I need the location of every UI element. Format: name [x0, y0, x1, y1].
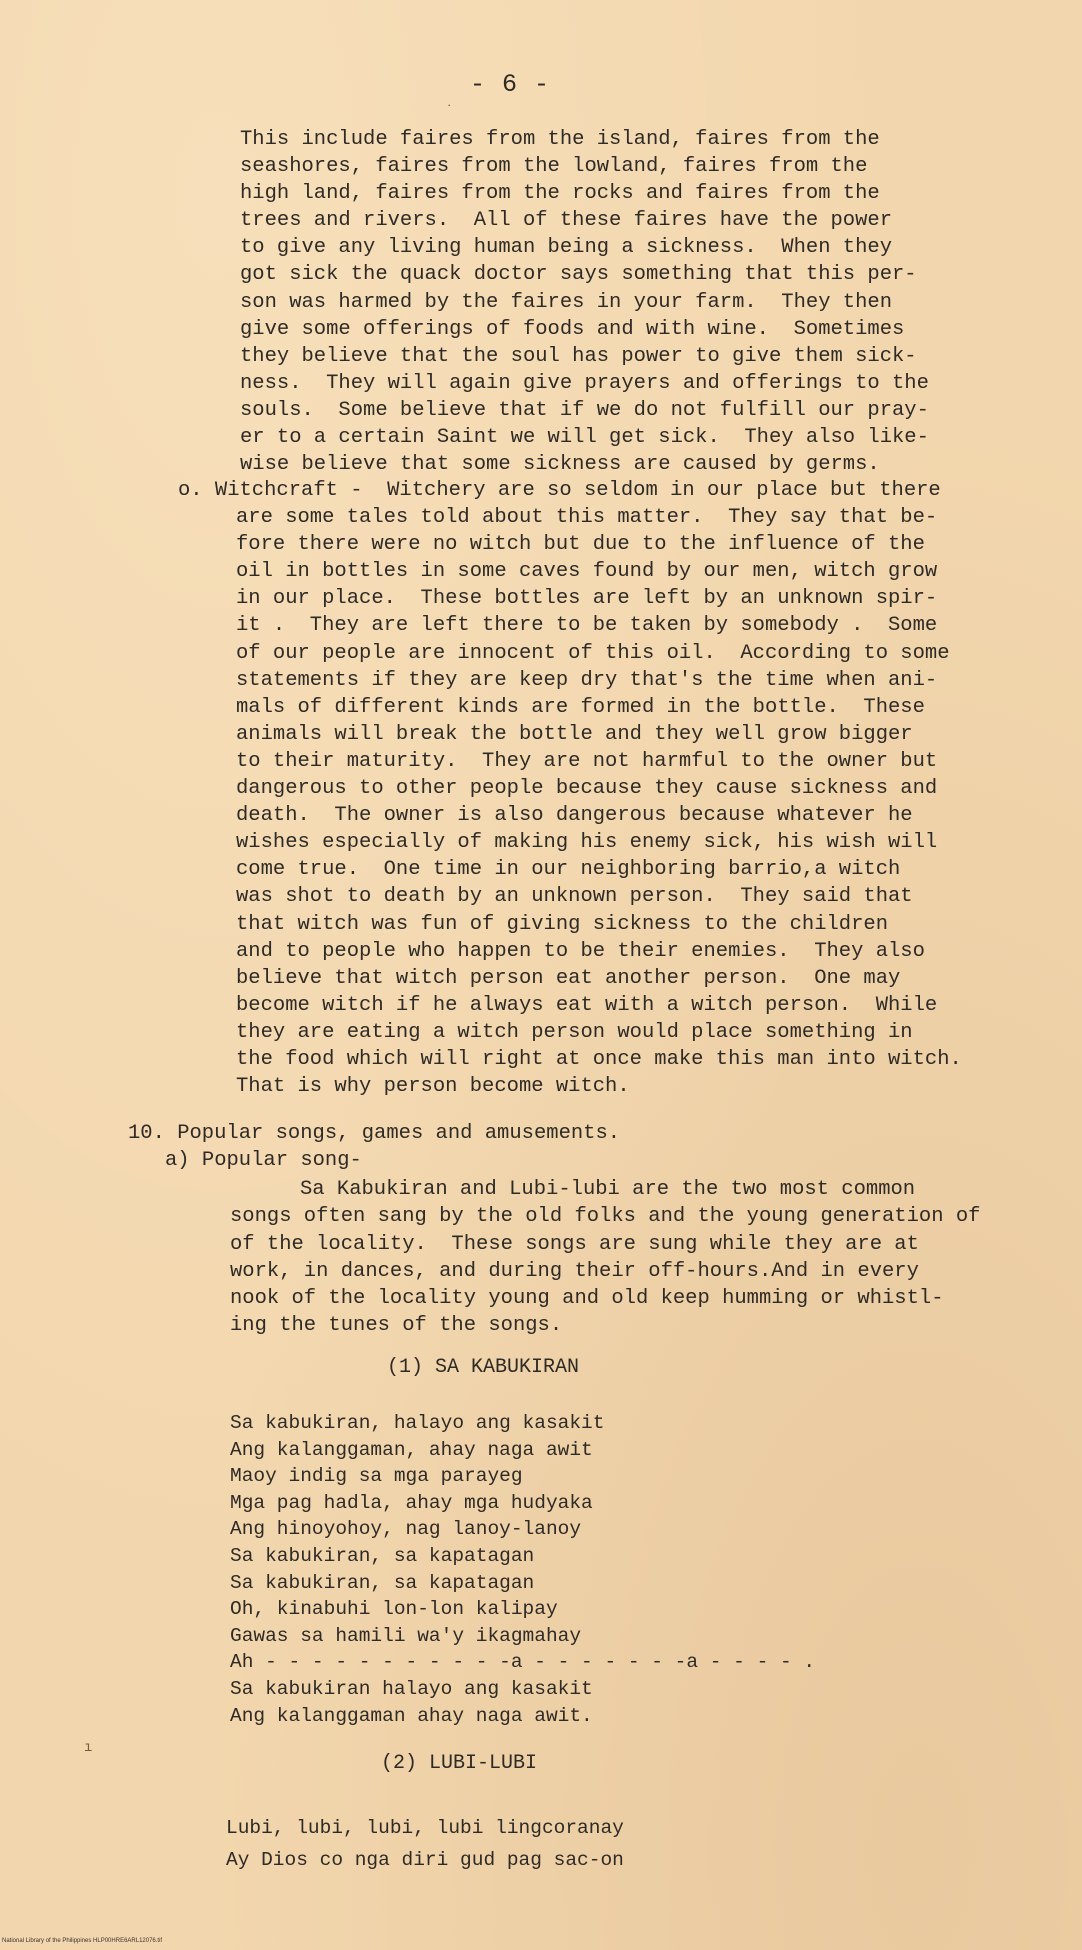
text-line: death. The owner is also dangerous because whatever he	[236, 804, 913, 828]
lyric-line: Oh, kinabuhi lon-lon kalipay	[230, 1598, 558, 1621]
paragraph-faires	[240, 126, 929, 478]
text-line: they are eating a witch person would place something in	[236, 1020, 913, 1044]
text-line: oil in bottles in some caves found by our men, witch grow	[236, 560, 938, 584]
lyric-line: Ay Dios co nga diri gud pag sac-on	[226, 1849, 624, 1871]
text-line: nook of the locality young and old keep humming or whistl-	[230, 1287, 944, 1311]
text-line: the food which will right at once make this man into witch.	[236, 1047, 962, 1071]
text-line: to their maturity. They are not harmful to the owner but	[236, 749, 938, 773]
section-heading: 10. Popular songs, games and amusements.	[128, 1122, 621, 1145]
page-number: - 6 -	[470, 70, 551, 99]
text-line: become witch if he always eat with a witch person. While	[236, 993, 938, 1017]
lyric-line: Sa kabukiran, sa kapatagan	[230, 1571, 535, 1594]
lyric-line: Ang kalanggaman, ahay naga awit	[230, 1438, 593, 1461]
text-line: wishes especially of making his enemy sick, his wish will	[236, 831, 938, 855]
song-intro-paragraph	[230, 1176, 980, 1340]
text-line: of our people are innocent of this oil. According to some	[236, 641, 950, 665]
lyric-line: Sa kabukiran, sa kapatagan	[230, 1544, 535, 1567]
text-line: it . They are left there to be taken by somebody . Some	[236, 614, 938, 638]
text-line: animals will break the bottle and they well grow bigger	[236, 722, 913, 746]
ink-speck: ı	[84, 1740, 93, 1756]
text-line: in our place. These bottles are left by an unknown spir-	[236, 587, 938, 611]
lyric-line: Maoy indig sa mga parayeg	[230, 1465, 523, 1488]
text-line: Sa Kabukiran and Lubi-lubi are the two most common	[300, 1178, 916, 1201]
text-line: trees and rivers. All of these faires have the power	[240, 209, 893, 233]
text-line: was shot to death by an unknown person. They said that	[236, 885, 913, 909]
song-lyrics-lubi-lubi	[226, 1812, 624, 1876]
text-line: come true. One time in our neighboring barrio,a witch	[236, 858, 901, 882]
lyric-line: Ang kalanggaman ahay naga awit.	[230, 1704, 593, 1727]
text-line: ing the tunes of the songs.	[230, 1314, 563, 1338]
text-line: and to people who happen to be their enemies. They also	[236, 939, 925, 963]
text-line: that witch was fun of giving sickness to the children	[236, 912, 889, 936]
song-title-lubi-lubi: (2) LUBI-LUBI	[381, 1752, 538, 1775]
text-line: wise believe that some sickness are caused by germs.	[240, 453, 880, 477]
text-line: o. Witchcraft - Witchery are so seldom in our place but there	[178, 479, 941, 502]
text-line: fore there were no witch but due to the influence of the	[236, 533, 925, 557]
text-line: are some tales told about this matter. They say that be-	[236, 506, 938, 530]
lyric-line: Gawas sa hamili wa'y ikagmahay	[230, 1624, 582, 1647]
lyric-line: Lubi, lubi, lubi, lubi lingcoranay	[226, 1817, 624, 1839]
text-line: son was harmed by the faires in your farm. They then	[240, 290, 893, 314]
song-lyrics-sa-kabukiran	[230, 1410, 815, 1729]
text-line: mals of different kinds are formed in the bottle. These	[236, 695, 925, 719]
lyric-line: Sa kabukiran halayo ang kasakit	[230, 1677, 593, 1700]
lyric-line: Mga pag hadla, ahay mga hudyaka	[230, 1491, 593, 1514]
text-line: songs often sang by the old folks and the young generation of	[230, 1205, 981, 1229]
text-line: er to a certain Saint we will get sick. They also like-	[240, 426, 929, 450]
song-title-sa-kabukiran: (1) SA KABUKIRAN	[387, 1356, 580, 1379]
section-10	[128, 1120, 620, 1174]
text-line: they believe that the soul has power to give them sick-	[240, 344, 917, 368]
text-line: That is why person become witch.	[236, 1075, 630, 1099]
text-line: statements if they are keep dry that's the time when ani-	[236, 668, 938, 692]
paragraph-witchcraft	[178, 477, 962, 1100]
lyric-line: Ang hinoyohoy, nag lanoy-lanoy	[230, 1518, 582, 1541]
text-line: high land, faires from the rocks and faires from the	[240, 182, 880, 206]
text-line: work, in dances, and during their off-hours.And in every	[230, 1259, 919, 1283]
text-line: believe that witch person eat another person. One may	[236, 966, 901, 990]
text-line: dangerous to other people because they cause sickness and	[236, 777, 938, 801]
lyric-line: Ah - - - - - - - - - - -a - - - - - - -a - - - - .	[230, 1651, 816, 1674]
text-line: ness. They will again give prayers and offerings to the	[240, 371, 929, 395]
archive-footer: National Library of the Philippines HLP00HRE6ARL12076.tif	[2, 1938, 163, 1944]
text-line: of the locality. These songs are sung while they are at	[230, 1232, 919, 1256]
text-line: give some offerings of foods and with wine. Sometimes	[240, 317, 905, 341]
ink-speck: ˙	[445, 104, 454, 120]
text-line: to give any living human being a sickness. When they	[240, 236, 893, 260]
section-subheading: a) Popular song-	[165, 1149, 362, 1172]
lyric-line: Sa kabukiran, halayo ang kasakit	[230, 1412, 605, 1434]
text-line: This include faires from the island, faires from the	[240, 128, 880, 151]
text-line: got sick the quack doctor says something that this per-	[240, 263, 917, 287]
text-line: souls. Some believe that if we do not fulfill our pray-	[240, 398, 929, 422]
text-line: seashores, faires from the lowland, faires from the	[240, 155, 868, 179]
